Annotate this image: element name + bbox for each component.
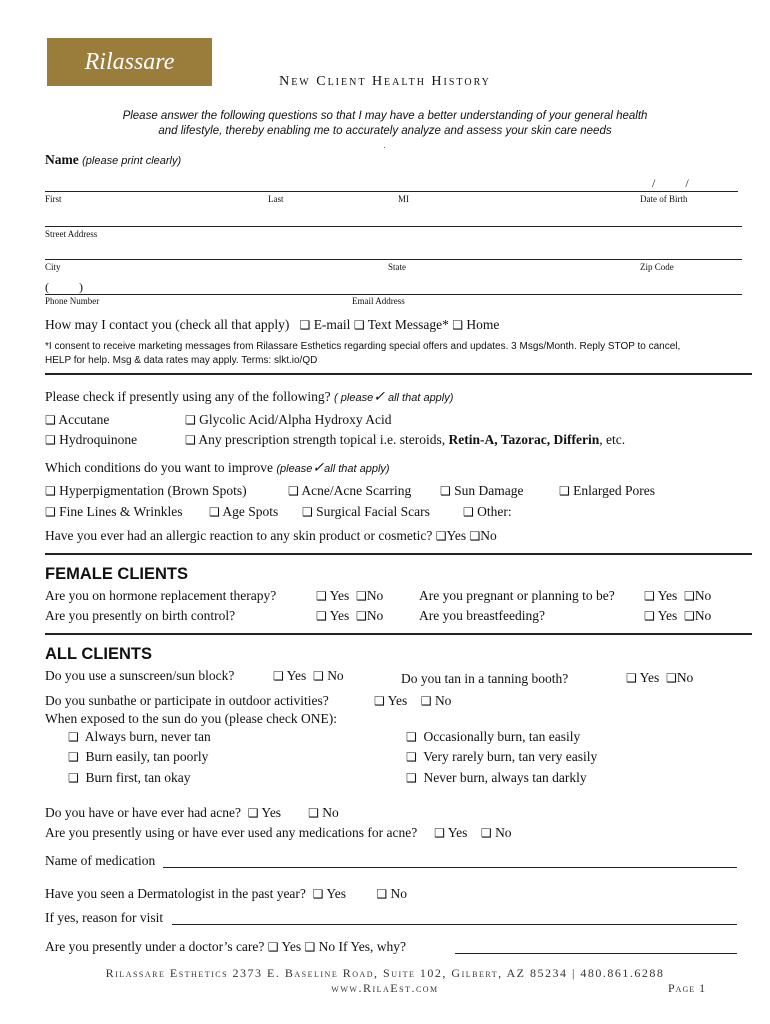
checkbox-pregnant-yes[interactable]: ❑ — [644, 589, 655, 603]
checkbox-doctor-no[interactable]: ❑ — [304, 940, 316, 954]
checkbox-acne-meds-no[interactable]: ❑ — [480, 826, 492, 840]
check-mark-icon: ✓ — [373, 388, 385, 404]
street-line[interactable] — [45, 226, 742, 227]
checkbox-rarely-burn[interactable]: ❑ — [406, 750, 417, 764]
improve-hint: (please✓all that apply) — [276, 459, 390, 475]
option-surgical-scars: ❑ Surgical Facial Scars — [302, 504, 430, 519]
checkbox-birth-control-no[interactable]: ❑ — [356, 609, 367, 623]
checkbox-always-burn[interactable]: ❑ — [68, 730, 79, 744]
pregnant-question: Are you pregnant or planning to be? — [419, 588, 615, 603]
option-always-burn: ❑ Always burn, never tan — [68, 729, 211, 744]
divider — [45, 633, 752, 635]
medication-name-line[interactable] — [163, 867, 737, 868]
using-question-row — [45, 388, 453, 405]
footer-website: www.RilaEst.com — [331, 981, 439, 995]
breastfeeding-options: ❑ Yes ❑No — [644, 608, 712, 623]
tanning-question: Do you tan in a tanning booth? — [401, 671, 569, 686]
dob-label: Date of Birth — [640, 194, 688, 204]
checkbox-acne-yes[interactable]: ❑ — [247, 806, 259, 820]
option-occasionally-burn: ❑ Occasionally burn, tan easily — [406, 729, 581, 744]
street-label: Street Address — [45, 229, 98, 239]
option-burn-first: ❑ Burn first, tan okay — [68, 770, 191, 785]
checkbox-breastfeeding-yes[interactable]: ❑ — [644, 609, 655, 623]
hormone-question: Are you on hormone replacement therapy? — [45, 588, 277, 603]
name-line[interactable] — [45, 191, 738, 192]
zip-label: Zip Code — [640, 262, 674, 272]
email-label: Email Address — [352, 296, 405, 306]
birth-control-question: Are you presently on birth control? — [45, 608, 236, 623]
intro-line-1: Please answer the following questions so that I may have a better understanding of your general health — [122, 110, 648, 122]
checkbox-occasionally-burn[interactable]: ❑ — [406, 730, 417, 744]
allergic-row: Have you ever had an allergic reaction to any skin product or cosmetic? ❑Yes ❑No — [45, 528, 497, 543]
why-line[interactable] — [455, 953, 737, 954]
option-home: Home — [466, 317, 500, 332]
consent-line-2: HELP for help. Msg & data rates may apply. Terms: slkt.io/QD — [45, 355, 318, 366]
tanning-options: ❑ Yes ❑No — [626, 670, 694, 685]
acne-question-row: Do you have or have ever had acne? ❑ Yes ❑ No — [45, 805, 339, 820]
checkbox-acne-meds-yes[interactable]: ❑ — [434, 826, 445, 840]
breastfeeding-question: Are you breastfeeding? — [419, 608, 545, 623]
using-hint: ( please✓ all that apply) — [334, 388, 454, 404]
option-text: Text Message* — [367, 317, 449, 332]
checkbox-birth-control-yes[interactable]: ❑ — [316, 609, 327, 623]
checkbox-burn-first[interactable]: ❑ — [68, 771, 79, 785]
divider — [45, 553, 752, 555]
sunscreen-options: ❑ Yes ❑ No — [273, 668, 344, 683]
derm-question-row: Have you seen a Dermatologist in the past year? ❑ Yes ❑ No — [45, 886, 407, 901]
intro-dot: . — [383, 141, 387, 150]
footer-address: Rilassare Esthetics 2373 E. Baseline Road, Suite 102, Gilbert, AZ 85234 | 480.861.6288 — [105, 966, 665, 980]
city-label: City — [45, 262, 61, 272]
name-label-row — [45, 152, 181, 168]
checkbox-glycolic[interactable]: ❑ — [185, 413, 196, 427]
checkbox-other[interactable]: ❑ — [463, 505, 474, 519]
checkbox-hormone-yes[interactable]: ❑ — [316, 589, 327, 603]
checkbox-sun-damage[interactable]: ❑ — [440, 484, 451, 498]
consent-line-1: *I consent to receive marketing messages from Rilassare Esthetics regarding special offers and updates. 3 Msgs/Month. Reply STOP to cancel, — [45, 341, 681, 352]
phone-label: Phone Number — [45, 296, 100, 306]
first-label: First — [45, 194, 62, 204]
checkbox-hormone-no[interactable]: ❑ — [356, 589, 367, 603]
last-label: Last — [268, 194, 284, 204]
checkbox-doctor-yes[interactable]: ❑ — [267, 940, 279, 954]
checkbox-never-burn[interactable]: ❑ — [406, 771, 417, 785]
dob-slashes: / / — [652, 176, 689, 190]
all-clients-header: ALL CLIENTS — [45, 645, 152, 663]
option-glycolic: ❑ Glycolic Acid/Alpha Hydroxy Acid — [185, 412, 392, 427]
checkbox-allergic-yes[interactable]: ❑ — [435, 529, 447, 543]
checkbox-text[interactable]: ❑ — [353, 318, 365, 332]
option-accutane: ❑ Accutane — [45, 412, 110, 427]
option-rarely-burn: ❑ Very rarely burn, tan very easily — [406, 749, 598, 764]
checkbox-sunbathe-yes[interactable]: ❑ — [374, 694, 385, 708]
using-question: Please check if presently using any of the following? — [45, 389, 331, 404]
reason-line[interactable] — [172, 924, 737, 925]
name-hint: (please print clearly) — [82, 155, 182, 167]
checkbox-burn-easily[interactable]: ❑ — [68, 750, 79, 764]
checkbox-hyperpigmentation[interactable]: ❑ — [45, 484, 56, 498]
checkbox-home[interactable]: ❑ — [452, 318, 464, 332]
checkbox-surgical-scars[interactable]: ❑ — [302, 505, 313, 519]
checkbox-acne-no[interactable]: ❑ — [308, 806, 319, 820]
divider — [45, 373, 752, 375]
checkbox-prescription[interactable]: ❑ — [185, 433, 196, 447]
acne-meds-row: Are you presently using or have ever used any medications for acne? ❑ Yes ❑ No — [45, 825, 512, 840]
option-age-spots: ❑ Age Spots — [209, 504, 279, 519]
checkbox-acne-scarring[interactable]: ❑ — [288, 484, 299, 498]
option-prescription: ❑ Any prescription strength topical i.e. steroids, Retin-A, Tazorac, Differin, etc. — [185, 432, 626, 447]
checkbox-enlarged-pores[interactable]: ❑ — [559, 484, 570, 498]
birth-control-options: ❑ Yes ❑No — [316, 608, 384, 623]
medication-name-label: Name of medication — [45, 853, 156, 868]
checkbox-pregnant-no[interactable]: ❑ — [684, 589, 695, 603]
option-burn-easily: ❑ Burn easily, tan poorly — [68, 749, 209, 764]
sunbathe-options: ❑ Yes ❑ No — [374, 693, 452, 708]
option-fine-lines: ❑ Fine Lines & Wrinkles — [45, 504, 183, 519]
checkbox-age-spots[interactable]: ❑ — [209, 505, 220, 519]
sunscreen-question: Do you use a sunscreen/sun block? — [45, 668, 235, 683]
page-title: New Client Health History — [279, 74, 491, 89]
checkbox-tanning-no[interactable]: ❑ — [666, 671, 677, 685]
option-hydroquinone: ❑ Hydroquinone — [45, 432, 138, 447]
checkbox-accutane[interactable]: ❑ — [45, 413, 56, 427]
checkbox-derm-yes[interactable]: ❑ — [312, 887, 324, 901]
contact-row — [45, 317, 499, 333]
intro-line-2: and lifestyle, thereby enabling me to accurately analyze and assess your skin care needs — [158, 125, 612, 137]
improve-question-row — [45, 459, 390, 476]
name-label: Name — [45, 152, 79, 167]
phone-email-line[interactable] — [45, 294, 742, 295]
improve-question: Which conditions do you want to improve — [45, 460, 273, 475]
option-other: ❑ Other: — [463, 504, 512, 519]
checkbox-email[interactable]: ❑ — [299, 318, 311, 332]
exposed-question: When exposed to the sun do you (please check ONE): — [45, 711, 338, 726]
mi-label: MI — [398, 194, 409, 204]
reason-label: If yes, reason for visit — [45, 910, 164, 925]
option-hyperpigmentation: ❑ Hyperpigmentation (Brown Spots) — [45, 483, 247, 498]
checkbox-tanning-yes[interactable]: ❑ — [626, 671, 637, 685]
logo: Rilassare Esthetics — [47, 38, 212, 86]
option-acne-scarring: ❑ Acne/Acne Scarring — [288, 483, 412, 498]
page-number: Page 1 — [668, 981, 707, 995]
option-enlarged-pores: ❑ Enlarged Pores — [559, 483, 655, 498]
option-never-burn: ❑ Never burn, always tan darkly — [406, 770, 587, 785]
option-email: E-mail — [313, 317, 351, 332]
checkbox-sunscreen-yes[interactable]: ❑ — [273, 669, 284, 683]
phone-paren: ( ) — [45, 280, 83, 294]
check-mark-icon: ✓ — [312, 459, 325, 475]
checkbox-derm-no[interactable]: ❑ — [376, 887, 388, 901]
option-sun-damage: ❑ Sun Damage — [440, 483, 524, 498]
pregnant-options: ❑ Yes ❑No — [644, 588, 712, 603]
checkbox-allergic-no[interactable]: ❑ — [469, 529, 481, 543]
sunbathe-question: Do you sunbathe or participate in outdoor activities? — [45, 693, 329, 708]
contact-question: How may I contact you (check all that apply) — [45, 317, 290, 332]
city-line[interactable] — [45, 259, 742, 260]
checkbox-sunbathe-no[interactable]: ❑ — [420, 694, 432, 708]
checkbox-fine-lines[interactable]: ❑ — [45, 505, 56, 519]
hormone-options: ❑ Yes ❑No — [316, 588, 384, 603]
checkbox-sunscreen-no[interactable]: ❑ — [313, 669, 324, 683]
state-label: State — [388, 262, 406, 272]
doctor-question-row: Are you presently under a doctor’s care? ❑ Yes ❑ No If Yes, why? — [45, 939, 406, 954]
checkbox-breastfeeding-no[interactable]: ❑ — [684, 609, 695, 623]
checkbox-hydroquinone[interactable]: ❑ — [45, 433, 56, 447]
female-header: FEMALE CLIENTS — [45, 565, 188, 583]
